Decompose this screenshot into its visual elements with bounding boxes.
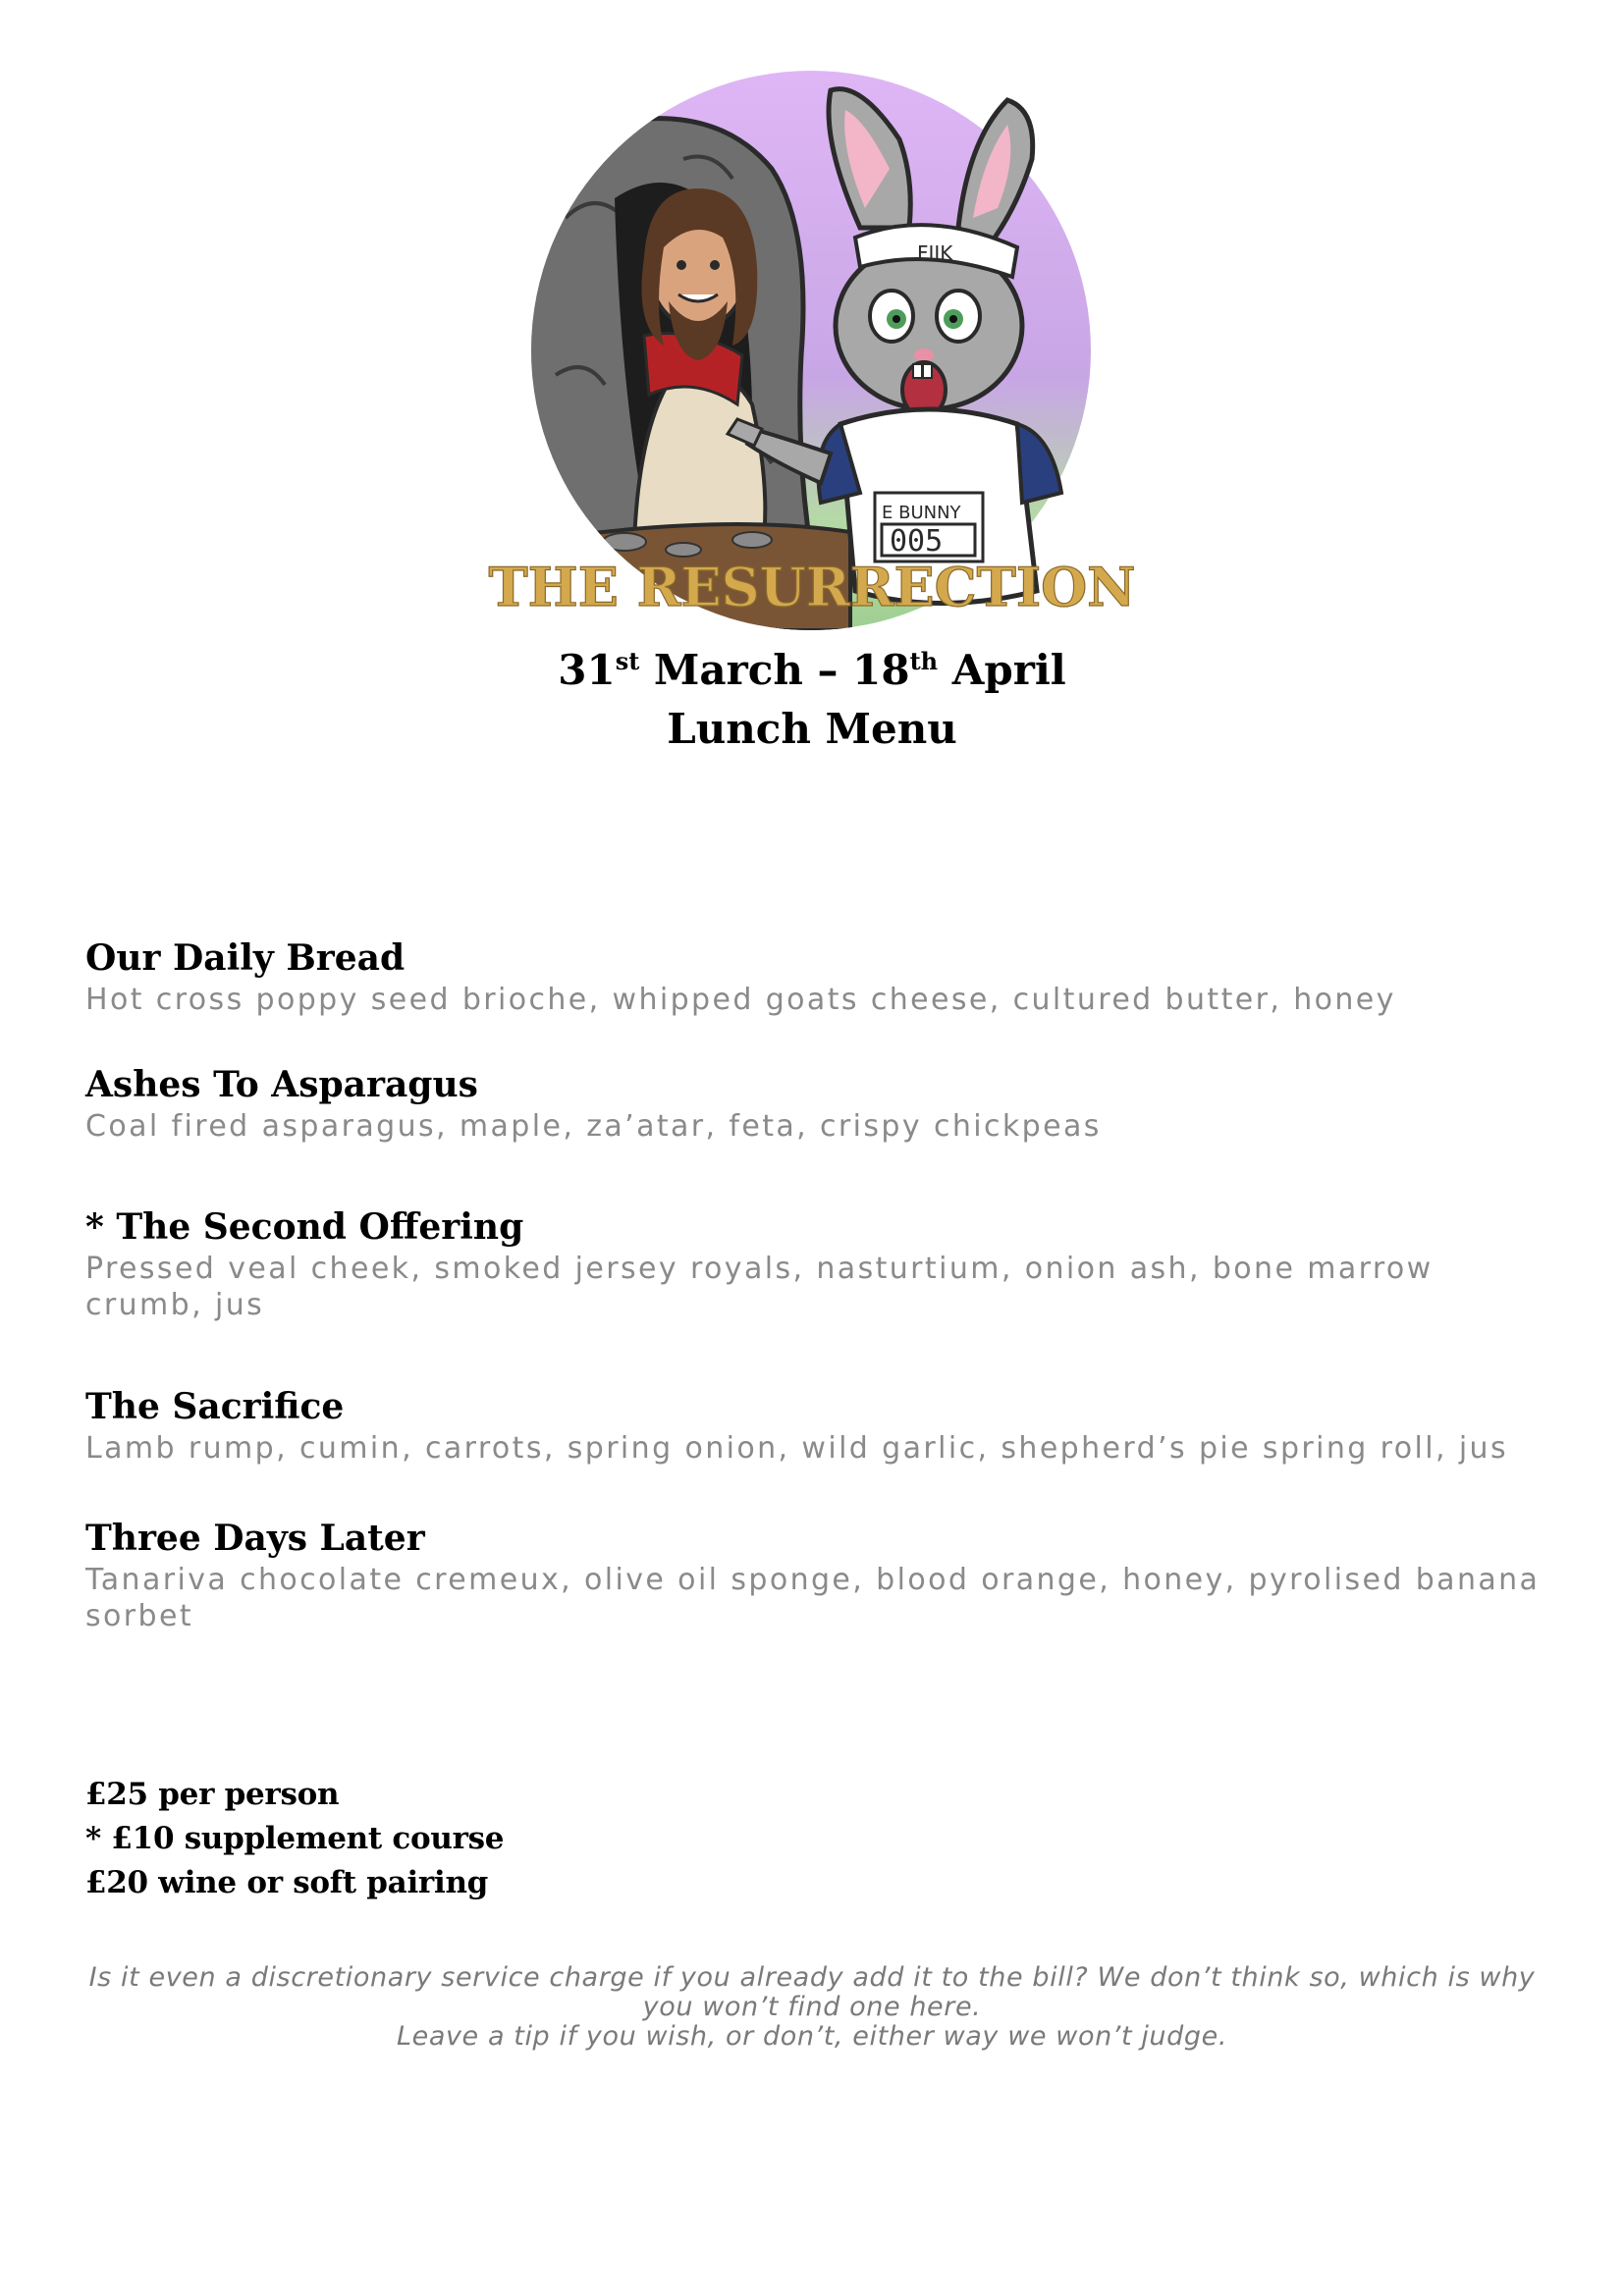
- course-name: Ashes To Asparagus: [85, 1064, 478, 1105]
- resurrection-logo: [488, 80, 1136, 630]
- course-name: The Sacrifice: [85, 1386, 345, 1427]
- footer-line-1: Is it even a discretionary service charge if you already add it to the bill? We don’t think so, which is why you won’t find one here.: [88, 1962, 1536, 2022]
- course-item: [85, 1385, 1558, 1467]
- logo-text: THE RESURRECTION: [488, 556, 1136, 618]
- course-item: [85, 1205, 1558, 1323]
- date-start-day: 31: [558, 646, 616, 694]
- date-end-month: April: [938, 646, 1066, 694]
- course-name: * The Second Offering: [85, 1206, 524, 1248]
- course-item: [85, 936, 1558, 1018]
- menu-title: Lunch Menu: [667, 705, 957, 753]
- pairing-price: £20 wine or soft pairing: [85, 1865, 489, 1900]
- course-description: Lamb rump, cumin, carrots, spring onion, wild garlic, shepherd’s pie spring roll, jus: [85, 1431, 1508, 1466]
- menu-dates: [0, 646, 1624, 694]
- footer-line-2: Leave a tip if you wish, or don’t, either way we won’t judge.: [396, 2021, 1228, 2052]
- supplement-price: * £10 supplement course: [85, 1821, 505, 1856]
- pricing-block: [85, 1773, 504, 1905]
- headband-text: FIIK: [917, 241, 953, 265]
- bib-number: 005: [890, 524, 944, 559]
- date-end-suffix: th: [909, 647, 939, 675]
- course-description: Hot cross poppy seed brioche, whipped goats cheese, cultured butter, honey: [85, 983, 1396, 1017]
- course-description: Pressed veal cheek, smoked jersey royals, nasturtium, onion ash, bone marrow crumb, jus: [85, 1252, 1434, 1322]
- course-item: [85, 1517, 1558, 1634]
- hero-illustration: [488, 80, 1136, 630]
- date-end-day: 18: [852, 646, 910, 694]
- date-start-suffix: st: [615, 647, 640, 675]
- bib-label: E BUNNY: [882, 503, 961, 523]
- course-item: [85, 1063, 1558, 1145]
- course-name: Our Daily Bread: [85, 937, 406, 979]
- price-per-person: £25 per person: [85, 1777, 340, 1812]
- date-start-month: March –: [639, 646, 853, 694]
- course-description: Tanariva chocolate cremeux, olive oil sponge, blood orange, honey, pyrolised banana sorbet: [85, 1563, 1541, 1633]
- service-charge-note: [79, 1963, 1545, 2052]
- course-name: Three Days Later: [85, 1518, 425, 1559]
- course-description: Coal fired asparagus, maple, za’atar, feta, crispy chickpeas: [85, 1109, 1102, 1144]
